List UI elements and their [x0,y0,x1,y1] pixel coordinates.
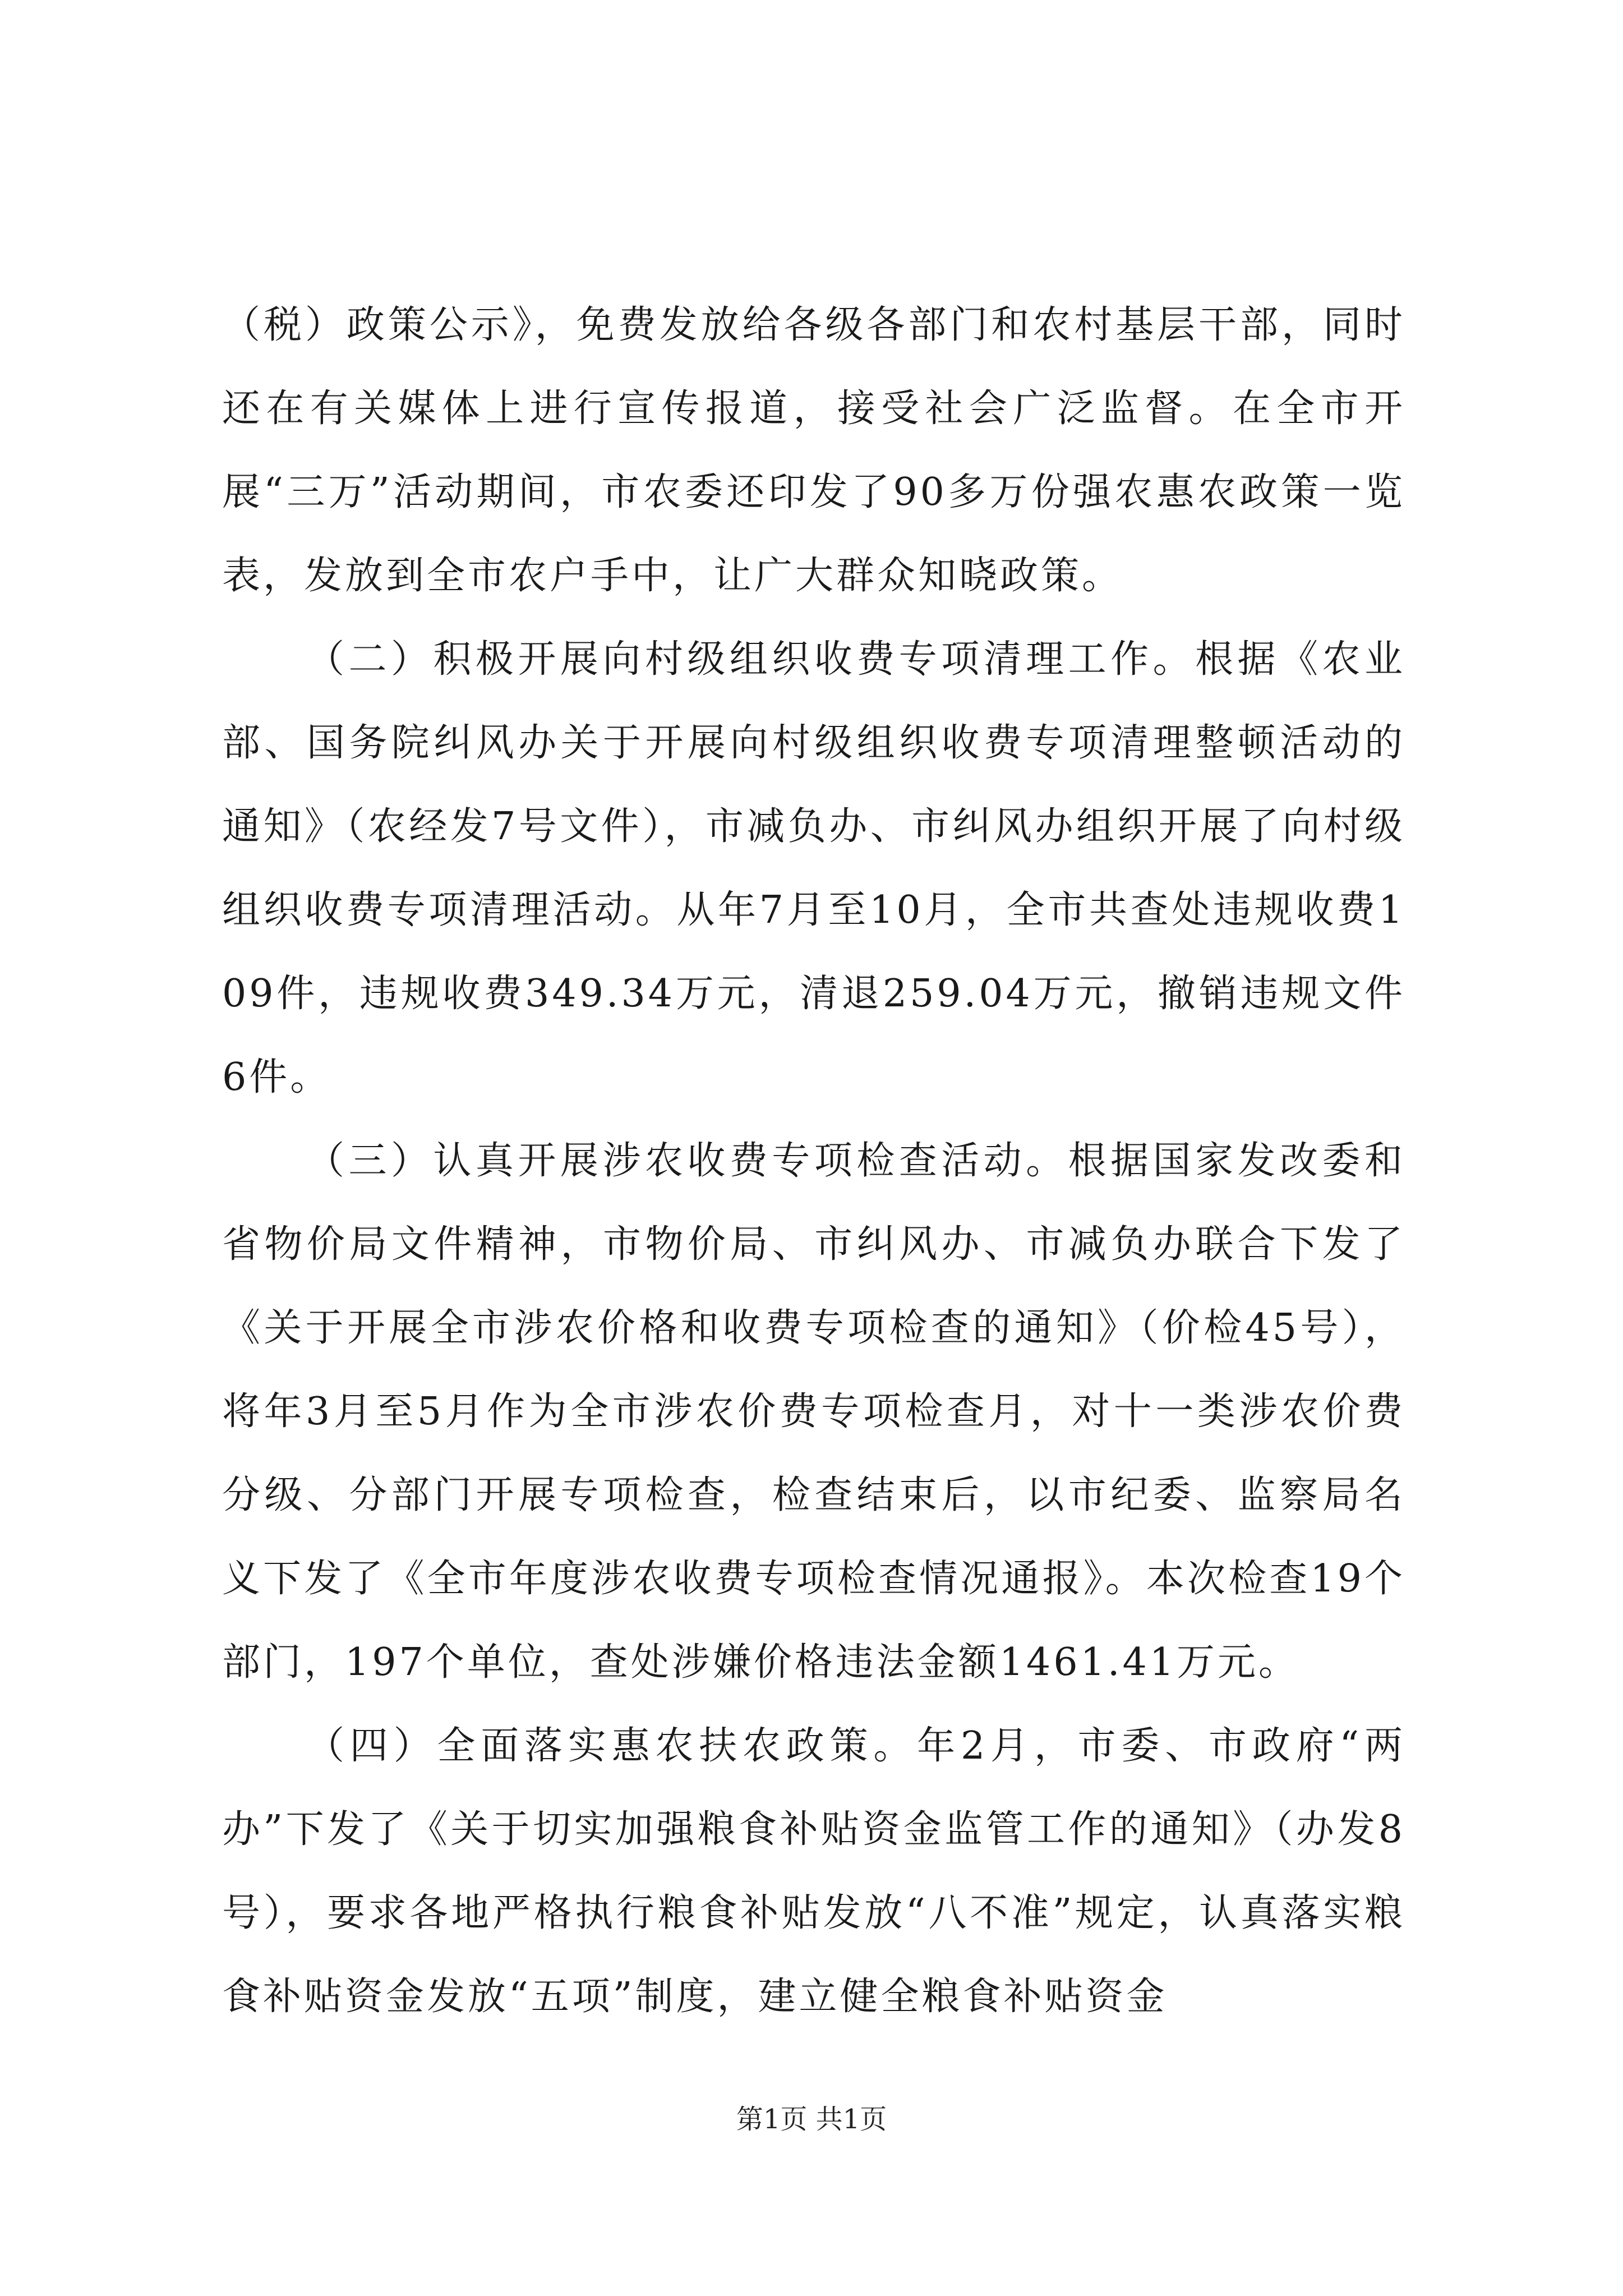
paragraph-section-2: （二）积极开展向村级组织收费专项清理工作。根据《农业部、国务院纠风办关于开展向村级组织收费专项清理整顿活动的通知》（农经发7号文件），市减负办、市纠风办组织开展了向村级组织收费专项清理活动。从年7月至10月，全市共查处违规收费109件，违规收费349.34万元，清退259.04万元，撤销违规文件6件。 [222,637,1405,1099]
paragraph-intro-continued: （税）政策公示》，免费发放给各级各部门和农村基层干部，同时还在有关媒体上进行宣传报道，接受社会广泛监督。在全市开展“三万”活动期间，市农委还印发了90多万份强农惠农政策一览表，发放到全市农户手中，让广大群众知晓政策。 [222,303,1405,598]
paragraph-section-3: （三）认真开展涉农收费专项检查活动。根据国家发改委和省物价局文件精神，市物价局、市纠风办、市减负办联合下发了《关于开展全市涉农价格和收费专项检查的通知》（价检45号），将年3月至5月作为全市涉农价费专项检查月，对十一类涉农价费分级、分部门开展专项检查，检查结束后，以市纪委、监察局名义下发了《全市年度涉农收费专项检查情况通报》。本次检查19个部门，197个单位，查处涉嫌价格违法金额1461.41万元。 [222,1139,1405,1685]
paragraph-section-4: （四）全面落实惠农扶农政策。年2月，市委、市政府“两办”下发了《关于切实加强粮食补贴资金监管工作的通知》（办发8号），要求各地严格执行粮食补贴发放“八不准”规定，认真落实粮食补贴资金发放“五项”制度，建立健全粮食补贴资金 [222,1724,1405,2019]
page-number-footer: 第1页 共1页 [736,2104,887,2135]
document-body [222,283,1405,2039]
